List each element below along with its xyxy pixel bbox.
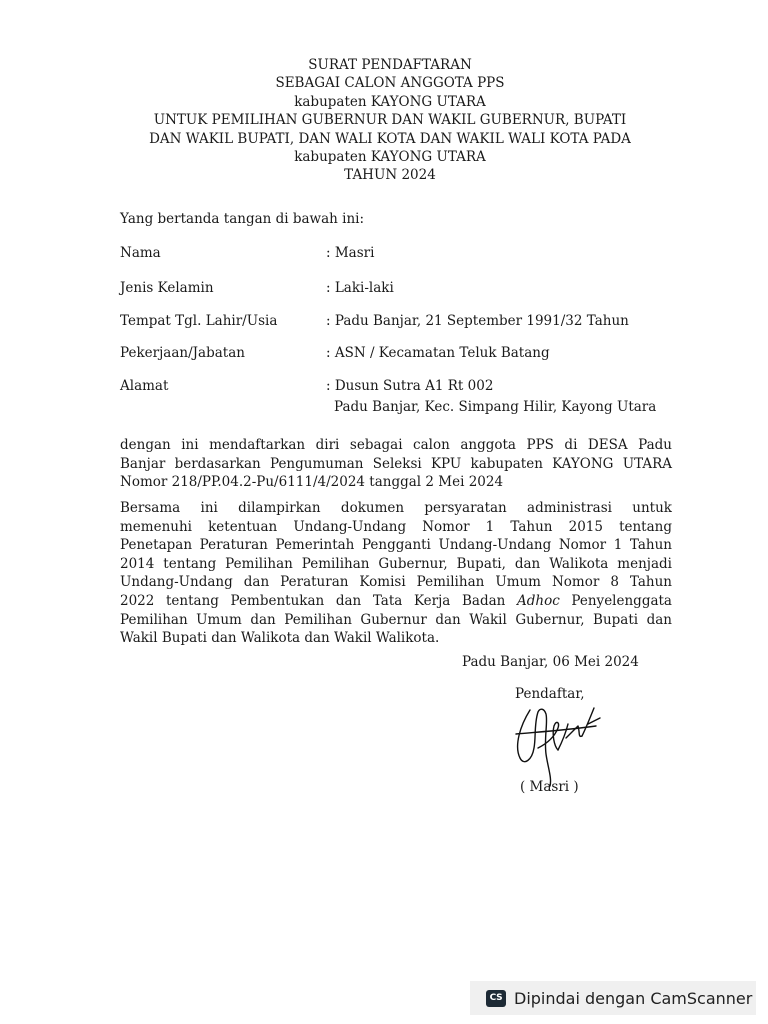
paragraph-line: Wakil Bupati dan Walikota dan Wakil Walikota.	[120, 630, 440, 647]
paragraph-line: Nomor 218/PP.04.2-Pu/6111/4/2024 tanggal 2 Mei 2024	[120, 474, 504, 491]
paragraph-line: Banjar berdasarkan Pengumuman Seleksi KPU kabupaten KAYONG UTARA	[120, 455, 672, 472]
field-label: Alamat	[120, 378, 169, 394]
field-value: : ASN / Kecamatan Teluk Batang	[326, 345, 550, 361]
title-line: kabupaten KAYONG UTARA	[294, 149, 486, 166]
title-line: DAN WAKIL BUPATI, DAN WALI KOTA DAN WAKIL WALI KOTA PADA	[149, 130, 631, 147]
signer-name: ( Masri )	[520, 779, 579, 795]
signer-role: Pendaftar,	[515, 686, 585, 702]
field-value-line2: Padu Banjar, Kec. Simpang Hilir, Kayong Utara	[334, 399, 657, 415]
title-line: kabupaten KAYONG UTARA	[294, 93, 486, 110]
field-value: : Padu Banjar, 21 September 1991/32 Tahun	[326, 313, 629, 329]
place-date: Padu Banjar, 06 Mei 2024	[462, 654, 639, 670]
camscanner-icon: CS	[486, 990, 506, 1007]
field-label: Pekerjaan/Jabatan	[120, 345, 245, 361]
intro-text: Yang bertanda tangan di bawah ini:	[120, 211, 365, 227]
field-label: Nama	[120, 245, 161, 261]
title-line: SEBAGAI CALON ANGGOTA PPS	[275, 75, 505, 92]
field-value: : Dusun Sutra A1 Rt 002	[326, 378, 494, 394]
field-value: : Laki-laki	[326, 280, 394, 296]
field-value: : Masri	[326, 245, 375, 261]
camscanner-watermark	[470, 981, 756, 1015]
text-segment: Penyelenggata	[559, 592, 672, 609]
signature-image	[508, 698, 608, 790]
paragraph-line: Bersama ini dilampirkan dokumen persyaratan administrasi untuk	[120, 500, 672, 516]
paragraph-line: 2014 tentang Pemilihan Pemilihan Gubernur, Bupati, dan Walikota menjadi	[120, 555, 672, 572]
document-title	[80, 56, 700, 185]
camscanner-label: Dipindai dengan CamScanner	[514, 988, 753, 1008]
paragraph-line: Pemilihan Umum dan Pemilihan Gubernur dan Wakil Gubernur, Bupati dan	[120, 611, 672, 628]
paragraph-attachments	[120, 499, 672, 648]
paragraph-line: Penetapan Peraturan Pemerintah Pengganti Undang-Undang Nomor 1 Tahun	[120, 537, 672, 554]
title-line: UNTUK PEMILIHAN GUBERNUR DAN WAKIL GUBERNUR, BUPATI	[153, 112, 627, 129]
title-line: TAHUN 2024	[344, 167, 436, 184]
field-label: Jenis Kelamin	[120, 280, 214, 296]
italic-term: Adhoc	[516, 592, 560, 609]
field-label: Tempat Tgl. Lahir/Usia	[120, 313, 278, 329]
paragraph-line: dengan ini mendaftarkan diri sebagai calon anggota PPS di DESA Padu	[120, 437, 672, 453]
title-line: SURAT PENDAFTARAN	[308, 57, 472, 73]
paragraph-registration	[120, 436, 672, 492]
paragraph-line	[120, 592, 672, 611]
paragraph-line: Undang-Undang dan Peraturan Komisi Pemilihan Umum Nomor 8 Tahun	[120, 574, 672, 591]
paragraph-line: memenuhi ketentuan Undang-Undang Nomor 1 Tahun 2015 tentang	[120, 518, 672, 535]
text-segment: 2022 tentang Pembentukan dan Tata Kerja Badan	[120, 592, 517, 609]
